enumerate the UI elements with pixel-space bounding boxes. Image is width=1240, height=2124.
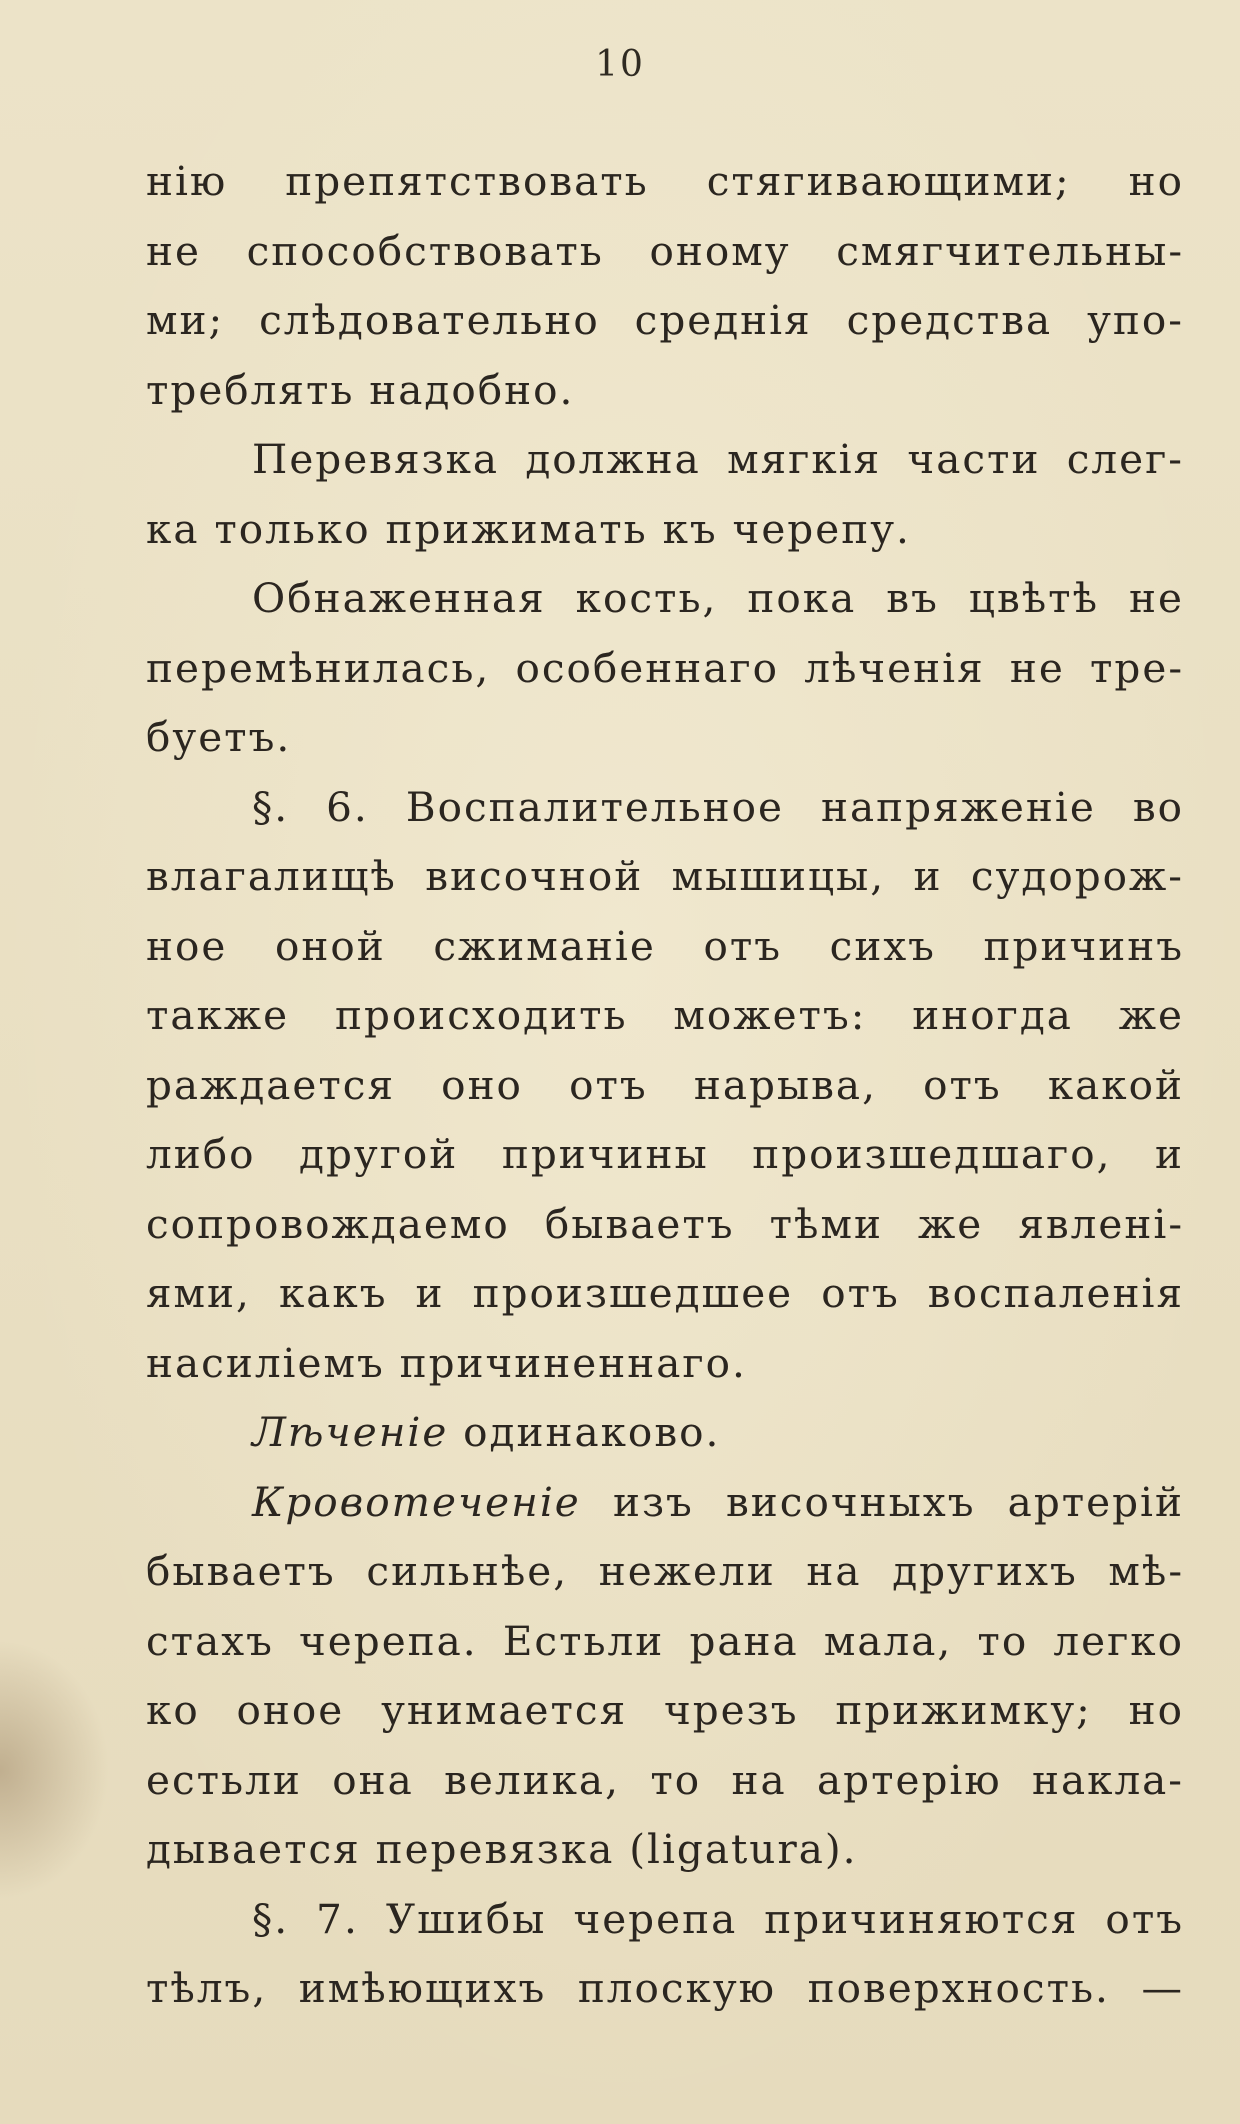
line-text: дывается перевязка (ligatura). [146, 1825, 858, 1873]
line-text: §. 6. Воспалительное напряженіе во [252, 782, 1184, 831]
paper-stain [0, 1640, 110, 1900]
text-line [146, 1537, 1184, 1607]
line-text: сопровождаемо бываетъ тѣми же явлені- [146, 1199, 1184, 1248]
line-text: насиліемъ причиненнаго. [146, 1338, 747, 1387]
text-line [146, 1259, 1184, 1329]
italic-term: Кровотеченіе [252, 1477, 581, 1526]
line-text: §. 7. Ушибы черепа причиняются отъ [252, 1894, 1184, 1943]
line-text: ка только прижимать къ черепу. [146, 504, 911, 553]
text-line [146, 912, 1184, 982]
text-line [146, 1468, 1184, 1538]
text-line [146, 495, 1184, 565]
italic-term: Лѣченіе [252, 1408, 449, 1456]
line-text: Перевязка должна мягкія части слег- [252, 435, 1184, 483]
line-text: ное оной сжиманіе отъ сихъ причинъ [146, 921, 1184, 970]
line-text: стахъ черепа. Естьли рана мала, то легко [146, 1616, 1184, 1665]
line-text: буетъ. [146, 713, 292, 761]
text-line [146, 1398, 1184, 1468]
line-text: нію препятствовать стягивающими; но [146, 157, 1184, 205]
line-text: ями, какъ и произшедшее отъ воспаленія [146, 1269, 1184, 1317]
line-text: Обнаженная кость, пока въ цвѣтѣ не [252, 574, 1184, 622]
text-line [146, 1815, 1184, 1885]
page-number: 10 [595, 44, 645, 85]
line-text: ми; слѣдовательно среднія средства упо- [146, 296, 1184, 344]
line-text: не способствовать оному смягчительны- [146, 226, 1184, 275]
text-line [146, 286, 1184, 356]
line-text: одинаково. [448, 1408, 721, 1456]
line-text: раждается оно отъ нарыва, отъ какой [146, 1060, 1184, 1109]
text-line [146, 1329, 1184, 1399]
line-text: либо другой причины произшедшаго, и [146, 1130, 1184, 1178]
text-line [146, 1954, 1184, 2024]
text-line [146, 842, 1184, 912]
line-text: треблять надобно. [146, 365, 575, 414]
line-text: тѣлъ, имѣющихъ плоскую поверхность. — [146, 1964, 1184, 2012]
line-text: естьли она велика, то на артерію накла- [146, 1755, 1184, 1804]
text-line [146, 1190, 1184, 1260]
text-line [146, 703, 1184, 773]
line-text: перемѣнилась, особеннаго лѣченія не тре- [146, 643, 1184, 692]
text-line [146, 1746, 1184, 1816]
body-text [146, 147, 1184, 2024]
line-text: бываетъ сильнѣе, нежели на другихъ мѣ- [146, 1547, 1184, 1595]
text-line [146, 356, 1184, 426]
text-line [146, 634, 1184, 704]
text-line [146, 217, 1184, 287]
text-line [146, 147, 1184, 217]
text-line [146, 773, 1184, 843]
text-line [146, 1676, 1184, 1746]
text-line [146, 564, 1184, 634]
text-line [146, 981, 1184, 1051]
line-text: изъ височныхъ артерій [580, 1477, 1184, 1526]
text-line [146, 1607, 1184, 1677]
line-text: влагалищѣ височной мышицы, и судорож- [146, 852, 1184, 900]
line-text: ко оное унимается чрезъ прижимку; но [146, 1686, 1184, 1734]
text-line [146, 1051, 1184, 1121]
text-line [146, 1120, 1184, 1190]
text-line [146, 425, 1184, 495]
text-line [146, 1885, 1184, 1955]
line-text: также происходить можетъ: иногда же [146, 991, 1184, 1039]
